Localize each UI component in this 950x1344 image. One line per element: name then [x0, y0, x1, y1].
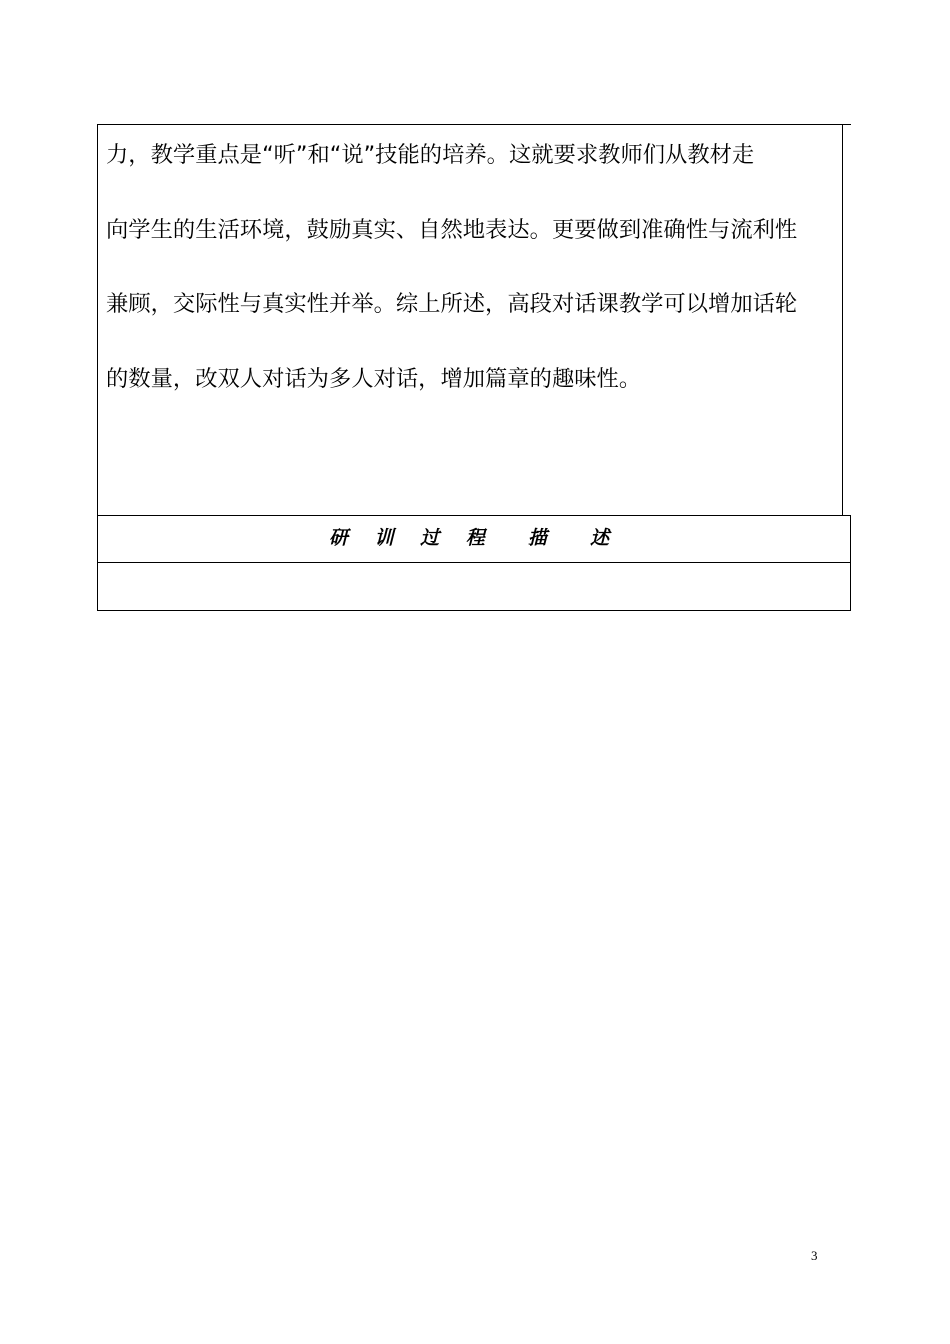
reflection-paragraph [106, 135, 838, 433]
paragraph-line-4: 的数量，改双人对话为多人对话，增加篇章的趣味性。 [106, 365, 642, 392]
paragraph-line-3: 兼顾，交际性与真实性并举。综上所述，高段对话课教学可以增加话轮 [106, 291, 798, 317]
table-header-row [98, 516, 850, 563]
reflection-cell [97, 124, 843, 515]
table-header-title: 研 训 过 程 描 述 [328, 526, 620, 549]
process-description-table [97, 515, 851, 611]
page-number: 3 [811, 1248, 818, 1263]
paragraph-line-1: 力，教学重点是“听”和“说”技能的培养。这就要求教师们从教材走 [106, 142, 755, 168]
paragraph-line-2: 向学生的生活环境，鼓励真实、自然地表达。更要做到准确性与流利性 [106, 216, 798, 243]
table-edge-mark [843, 124, 851, 125]
table-content-cell[interactable] [98, 563, 850, 610]
